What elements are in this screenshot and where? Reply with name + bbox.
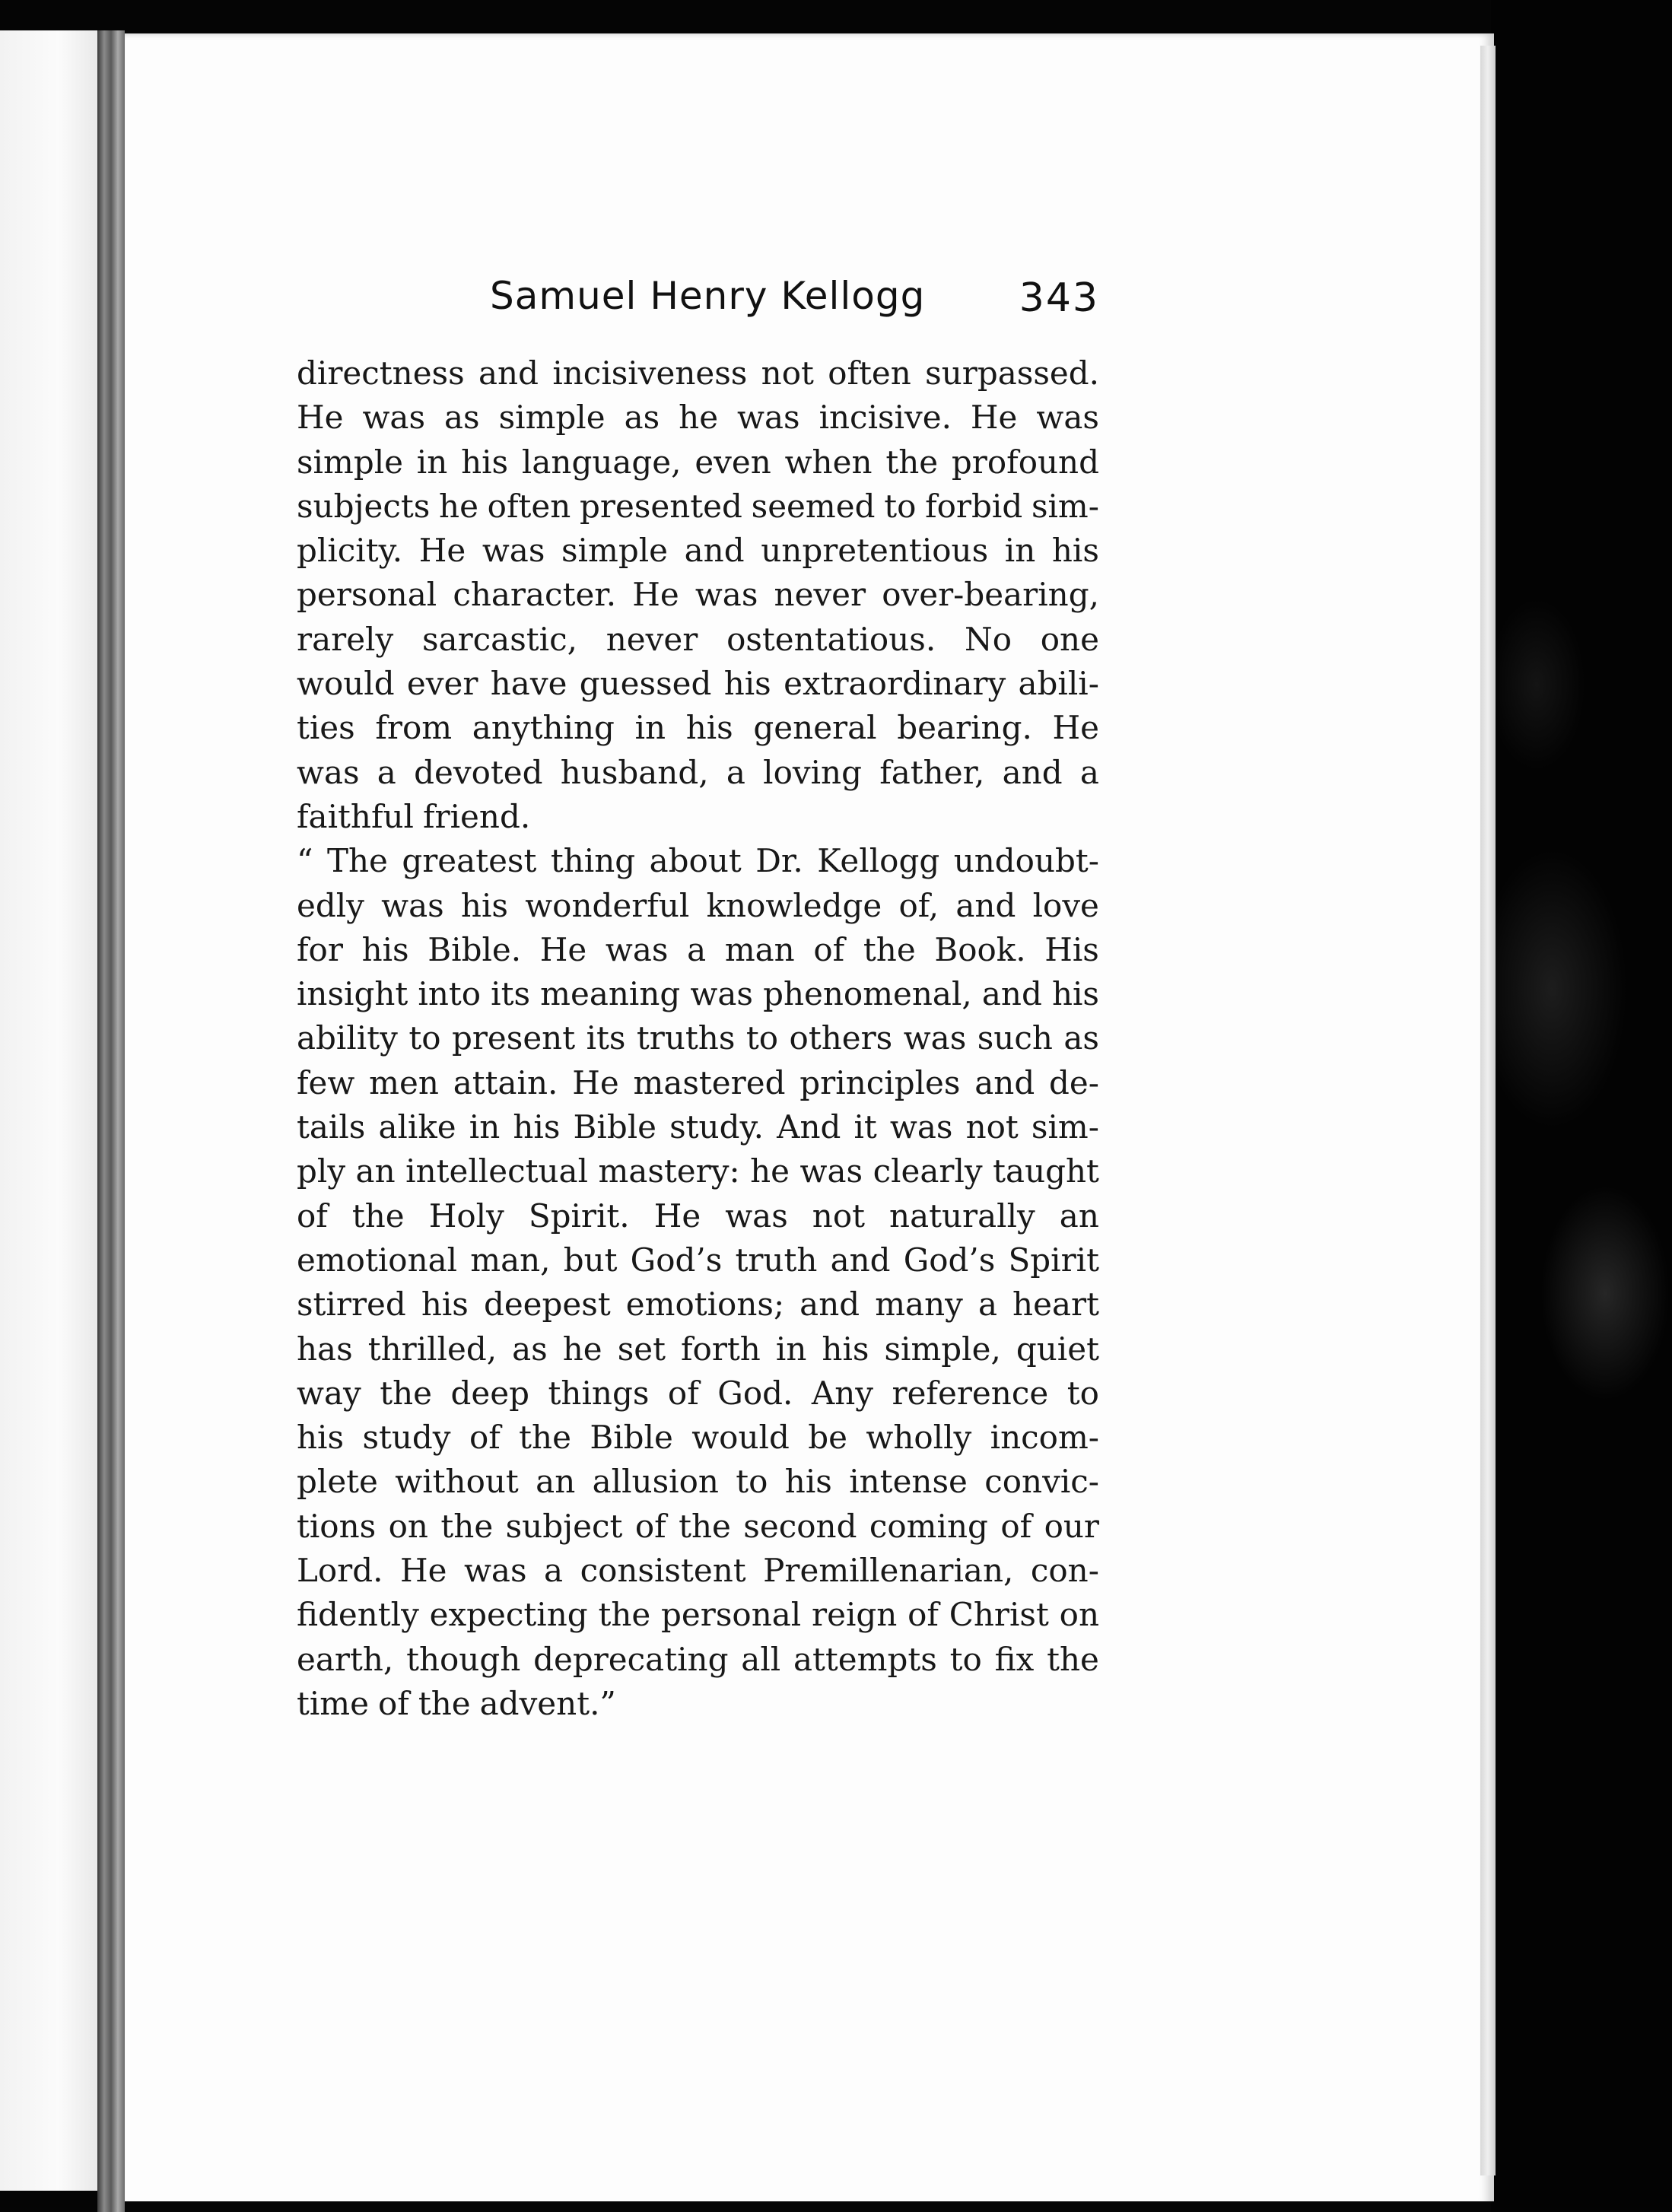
running-head-title: Samuel Henry Kellogg [490,274,926,318]
text-line: ability to present its truths to others was such as [297,1019,1099,1057]
text-line: would ever have guessed his extraordinary abili- [297,665,1099,703]
text-line: plete without an allusion to his intense convic- [297,1463,1099,1501]
text-line: tions on the subject of the second coming of our [297,1507,1099,1545]
text-line: subjects he often presented seemed to forbid sim- [297,487,1099,525]
text-line: insight into its meaning was phenomenal, and his [297,975,1099,1013]
text-line: ties from anything in his general bearing. He [297,709,1099,747]
text-line: personal character. He was never over-bearing, [297,576,1099,614]
text-line: time of the advent.” [297,1684,616,1722]
text-line: He was as simple as he was incisive. He was [297,399,1099,437]
text-line: earth, though deprecating all attempts to fix the [297,1640,1099,1678]
text-line: simple in his language, even when the profound [297,443,1099,481]
text-line: rarely sarcastic, never ostentatious. No one [297,620,1099,658]
text-line: was a devoted husband, a loving father, and a [297,753,1099,791]
text-line: “ The greatest thing about Dr. Kellogg undoubt- [297,842,1099,880]
text-line: ply an intellectual mastery: he was clearly taught [297,1152,1099,1190]
text-line: of the Holy Spirit. He was not naturally an [297,1197,1099,1235]
scanner-background [1491,0,1672,2212]
text-line: directness and incisiveness not often surpassed. [297,354,1099,392]
text-line: his study of the Bible would be wholly incom- [297,1419,1099,1457]
page-fore-edge [1480,46,1496,2175]
text-line: stirred his deepest emotions; and many a heart [297,1286,1099,1324]
text-line: plicity. He was simple and unpretentious in his [297,532,1099,570]
text-line: for his Bible. He was a man of the Book. His [297,930,1099,968]
body-text [297,351,1099,1726]
text-line: has thrilled, as he set forth in his simple, quiet [297,1330,1099,1368]
page-number: 343 [1019,275,1099,321]
text-line: emotional man, but God’s truth and God’s Spirit [297,1241,1099,1279]
book-gutter [97,30,125,2212]
text-line: Lord. He was a consistent Premillenarian, con- [297,1552,1099,1590]
text-line: fidently expecting the personal reign of Christ on [297,1596,1099,1634]
running-head [297,274,1099,335]
text-line: faithful friend. [297,797,531,835]
text-line: way the deep things of God. Any reference to [297,1374,1099,1412]
text-line: edly was his wonderful knowledge of, and love [297,886,1099,924]
previous-page-edge [0,30,97,2191]
text-line: few men attain. He mastered principles and de- [297,1063,1099,1101]
text-line: tails alike in his Bible study. And it was not sim- [297,1108,1099,1146]
